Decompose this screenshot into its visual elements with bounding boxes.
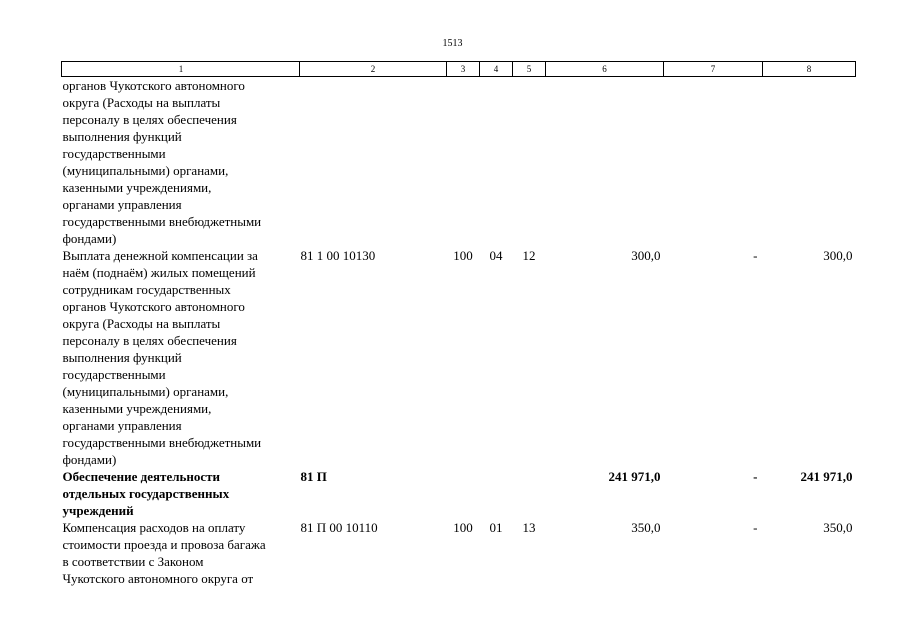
row-col7: -	[753, 469, 758, 484]
column-header-4: 4	[480, 62, 513, 77]
row-col5: 12	[522, 248, 536, 263]
row-col8: 300,0	[823, 248, 853, 263]
row-col8: 350,0	[823, 520, 853, 535]
row-col5	[513, 77, 546, 248]
column-header-1: 1	[62, 62, 300, 77]
row-col8: 241 971,0	[800, 469, 853, 484]
row-col4	[480, 468, 513, 519]
row-col6: 241 971,0	[608, 469, 661, 484]
row-col3: 100	[453, 520, 473, 535]
row-description: Выплата денежной компенсации за наём (поднаём) жилых помещений сотрудникам государственных органов Чукотского автономного округа (Расходы на выплаты персоналу в целях обеспечения выполнения функций государственными (муниципальными) органами, казенными учреждениями, органами управления государственными внебюджетными фондами)	[62, 248, 262, 467]
row-description: органов Чукотского автономного округа (Расходы на выплаты персоналу в целях обеспечения выполнения функций государственными (муниципальными) органами, казенными учреждениями, органами управления государственными внебюджетными фондами)	[62, 78, 262, 246]
row-code: 81 1 00 10130	[300, 248, 376, 263]
table-row	[62, 519, 856, 587]
row-col3: 100	[453, 248, 473, 263]
column-header-6: 6	[546, 62, 664, 77]
table-row	[62, 77, 856, 248]
row-code: 81 П 00 10110	[300, 520, 378, 535]
row-col7: -	[753, 520, 758, 535]
row-col4: 01	[489, 520, 503, 535]
row-col7	[664, 77, 763, 248]
row-description: Компенсация расходов на оплату стоимости проезда и провоза багажа в соответствии с Законом Чукотского автономного округа от	[62, 520, 266, 586]
row-col4	[480, 77, 513, 248]
table-row-section	[62, 468, 856, 519]
row-col5: 13	[522, 520, 536, 535]
row-col7: -	[753, 248, 758, 263]
column-header-7: 7	[664, 62, 763, 77]
row-col4: 04	[489, 248, 503, 263]
table-row	[62, 247, 856, 468]
column-header-3: 3	[447, 62, 480, 77]
row-col3	[447, 468, 480, 519]
row-col6: 350,0	[631, 520, 661, 535]
row-col5	[513, 468, 546, 519]
row-col8	[763, 77, 856, 248]
row-col6: 300,0	[631, 248, 661, 263]
column-header-2: 2	[300, 62, 447, 77]
column-header-8: 8	[763, 62, 856, 77]
row-code: 81 П	[300, 469, 327, 484]
column-header-5: 5	[513, 62, 546, 77]
row-col3	[447, 77, 480, 248]
row-code	[300, 77, 447, 248]
row-description: Обеспечение деятельности отдельных государственных учреждений	[62, 469, 230, 518]
column-number-row	[62, 62, 856, 77]
row-col6	[546, 77, 664, 248]
page-number: 1513	[442, 38, 463, 49]
budget-table	[61, 61, 856, 587]
